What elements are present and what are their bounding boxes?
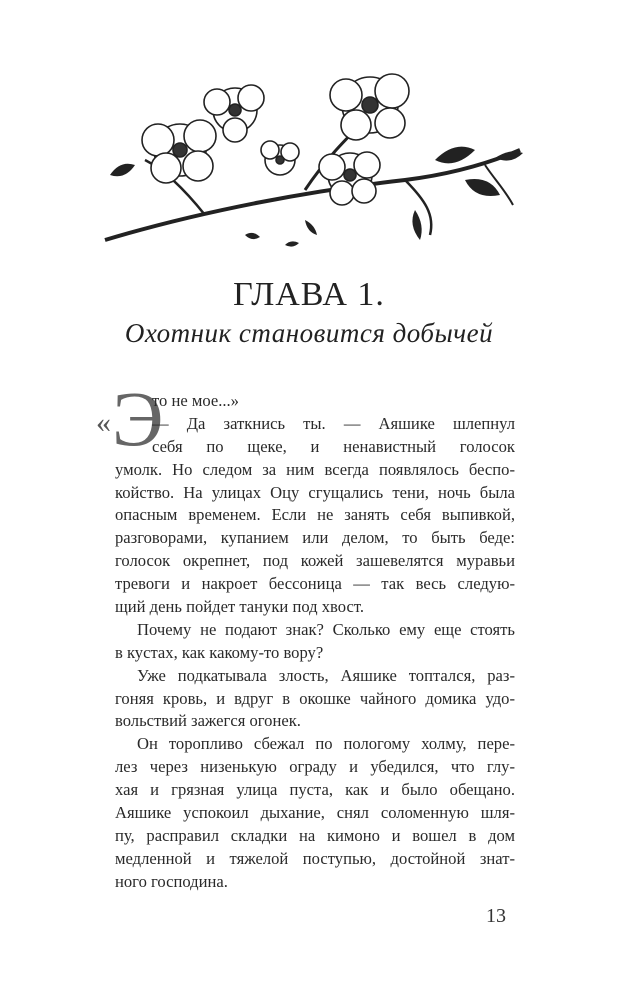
text-line: гоняя кровь, и вдруг в окошке чайного домика удо- <box>115 688 515 708</box>
text-line: умолк. Но следом за ним всегда появлялось беспо- <box>115 459 515 479</box>
text-line: Уже подкатывала злость, Аяшике топтался, раз- <box>137 665 515 685</box>
text-line: вольствий зажегся огонек. <box>115 711 301 731</box>
cherry-blossom-branch-illustration <box>85 40 525 265</box>
text-line: то не мое...» <box>152 391 239 410</box>
text-line: медленной и тяжелой поступью, достойной знат- <box>115 848 515 868</box>
text-line: хая и грязная улица пуста, как и было обещано. <box>115 780 515 800</box>
text-line: койство. На улицах Оцу сгущались тени, ночь была <box>115 482 515 502</box>
text-line: разговорами, купанием или делом, то быть беде: <box>115 528 515 548</box>
drop-cap-quote: « <box>96 406 111 439</box>
text-line: пу, расправил складки на кимоно и вошел в дом <box>115 825 515 845</box>
text-line: ного господина. <box>115 871 228 891</box>
text-line: щий день пойдет тануки под хвост. <box>115 597 364 617</box>
text-line: лез через низенькую ограду и убедился, что глу- <box>115 757 515 777</box>
text-line: опасным временем. Если не занять себя выпивкой, <box>115 505 515 525</box>
text-line: Почему не подают знак? Сколько ему еще стоять <box>137 619 515 639</box>
text-line: Он торопливо сбежал по пологому холму, пере- <box>137 734 515 754</box>
text-line: себя по щеке, и ненавистный голосок <box>152 436 515 456</box>
text-line: тревоги и накроет бессоница — так весь следую- <box>115 574 515 594</box>
text-line: в кустах, как какому-то вору? <box>115 642 324 662</box>
text-line: — Да заткнись ты. — Аяшике шлепнул <box>152 413 515 433</box>
drop-cap-letter: Э <box>112 375 164 462</box>
chapter-title: ГЛАВА 1. <box>233 276 385 313</box>
text-line: Аяшике успокоил дыхание, снял соломенную шля- <box>115 803 515 823</box>
body-text <box>115 390 515 894</box>
text-line: голосок окрепнет, под кожей зашевелятся муравьи <box>115 551 515 571</box>
page-number: 13 <box>486 905 506 927</box>
chapter-subtitle: Охотник становится добычей <box>124 318 494 348</box>
